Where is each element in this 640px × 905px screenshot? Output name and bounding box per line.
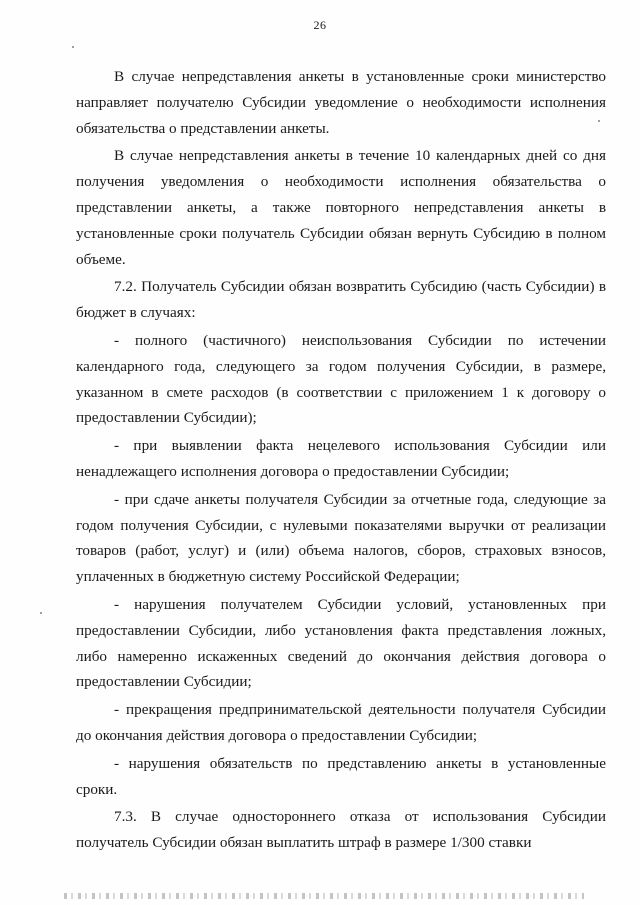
list-item-zero-revenue: - при сдаче анкеты получателя Субсидии за отчетные года, следующие за годом получения Субсидии, с нулевыми показателями выручки от реализации товаров (работ, услуг) и (или) объема налогов, сборов, страховых взносов, уплаченных в бюджетную систему Российской Федерации;: [76, 490, 606, 586]
paragraph-questionnaire-refund: В случае непредставления анкеты в течение 10 календарных дней со дня получения уведомления о необходимости исполнения обязательства о представлении анкеты, а также повторного непредставления анкеты в установленные сроки получатель Субсидии обязан вернуть Субсидию в полном объеме.: [76, 147, 606, 268]
list-item-violation: - нарушения получателем Субсидии условий, установленных при предоставлении Субсидии, либо установления факта представления ложных, либо намеренно искаженных сведений до окончания действия договора о предоставлении Субсидии;: [76, 595, 606, 691]
list-item-questionnaire-breach: - нарушения обязательств по представлению анкеты в установленные сроки.: [76, 754, 606, 798]
paragraph-questionnaire-notice: В случае непредставления анкеты в установленные сроки министерство направляет получателю Субсидии уведомление о необходимости исполнения обязательства о представлении анкеты.: [76, 68, 606, 137]
scan-speck: [40, 612, 42, 614]
document-body: [76, 64, 606, 856]
list-item-business-termination: - прекращения предпринимательской деятельности получателя Субсидии до окончания действия договора о предоставлении Субсидии;: [76, 701, 606, 744]
scan-speck: [598, 120, 600, 122]
list-item-unused-subsidy: - полного (частичного) неиспользования Субсидии по истечении календарного года, следующего за годом получения Субсидии, в размере, указанном в смете расходов (в соответствии с приложением 1 к договору о предоставлении Субсидии);: [76, 331, 606, 427]
scan-artifact-bottom: [64, 893, 584, 899]
page-number: 26: [313, 18, 327, 32]
list-item-misuse: - при выявлении факта нецелевого использования Субсидии или ненадлежащего исполнения договора о предоставлении Субсидии;: [76, 437, 606, 480]
section-7-2-heading: 7.2. Получатель Субсидии обязан возвратить Субсидию (часть Субсидии) в бюджет в случаях:: [76, 278, 606, 322]
scan-speck: [72, 46, 74, 48]
section-7-3-paragraph: 7.3. В случае одностороннего отказа от использования Субсидии получатель Субсидии обязан выплатить штраф в размере 1/300 ставки: [76, 808, 606, 852]
